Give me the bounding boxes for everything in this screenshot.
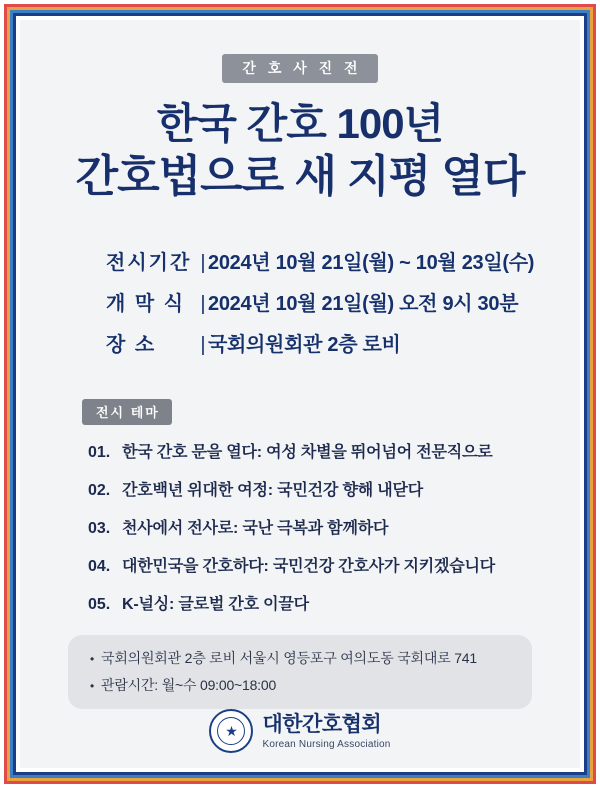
theme-text: 천사에서 전사로: 국난 극복과 함께하다 [122, 520, 389, 538]
list-item [88, 477, 546, 500]
info-row-opening [106, 287, 546, 316]
theme-number: 01. [88, 444, 111, 462]
theme-text: 한국 간호 문을 열다: 여성 차별을 뛰어넘어 전문직으로 [122, 444, 493, 462]
organization-name-ko: 대한간호협회 [262, 713, 382, 737]
organization-footer [54, 709, 546, 763]
info-separator-opening: | [200, 293, 206, 316]
info-separator-location: | [200, 334, 206, 357]
info-label-opening: 개 막 식 [106, 293, 186, 316]
star-icon: ★ [225, 723, 238, 740]
theme-text: 간호백년 위대한 여정: 국민건강 향해 내닫다 [122, 482, 423, 500]
theme-number: 02. [88, 482, 111, 500]
venue-hours-line [90, 675, 510, 695]
theme-number: 03. [88, 520, 111, 538]
bullet-icon: • [90, 652, 95, 667]
eyebrow-badge: 간 호 사 진 전 [222, 54, 377, 83]
theme-list [54, 439, 546, 629]
venue-address-text: 국회의원회관 2층 로비 서울시 영등포구 여의도동 국회대로 741 [101, 650, 477, 667]
theme-number: 04. [88, 558, 111, 576]
info-value-opening: 2024년 10월 21일(월) 오전 9시 30분 [208, 293, 519, 316]
info-separator-period: | [200, 252, 206, 275]
organization-name-block [262, 713, 390, 749]
theme-text: K-널싱: 글로벌 간호 이끌다 [122, 596, 309, 614]
title-line-2: 간호법으로 새 지평 열다 [75, 151, 525, 201]
info-label-location: 장 소 [106, 334, 157, 357]
organization-name-en: Korean Nursing Association [262, 738, 391, 750]
list-item [88, 591, 546, 614]
theme-heading-badge: 전시 테마 [82, 399, 172, 425]
info-row-location [106, 328, 546, 357]
list-item [88, 439, 546, 462]
info-value-period: 2024년 10월 21일(월) ~ 10월 23일(수) [208, 252, 535, 275]
venue-address-line [90, 648, 510, 668]
theme-text: 대한민국을 간호하다: 국민건강 간호사가 지키겠습니다 [122, 558, 495, 576]
nursing-association-logo-icon [209, 709, 253, 753]
info-row-period [106, 246, 546, 275]
list-item [88, 553, 546, 576]
bullet-icon: • [90, 679, 95, 694]
list-item [88, 515, 546, 538]
theme-heading-wrapper [54, 399, 546, 425]
venue-hours-text: 관람시간: 월~수 09:00~18:00 [101, 677, 277, 694]
info-list [54, 246, 546, 369]
info-value-location: 국회의원회관 2층 로비 [208, 334, 401, 357]
eyebrow-wrapper [54, 54, 546, 83]
venue-info-box [68, 635, 532, 709]
title-line-1: 한국 간호 100년 [156, 100, 444, 147]
info-label-period: 전시기간 [106, 252, 192, 275]
theme-number: 05. [88, 596, 111, 614]
poster-content [20, 20, 580, 768]
page-title [54, 99, 546, 202]
